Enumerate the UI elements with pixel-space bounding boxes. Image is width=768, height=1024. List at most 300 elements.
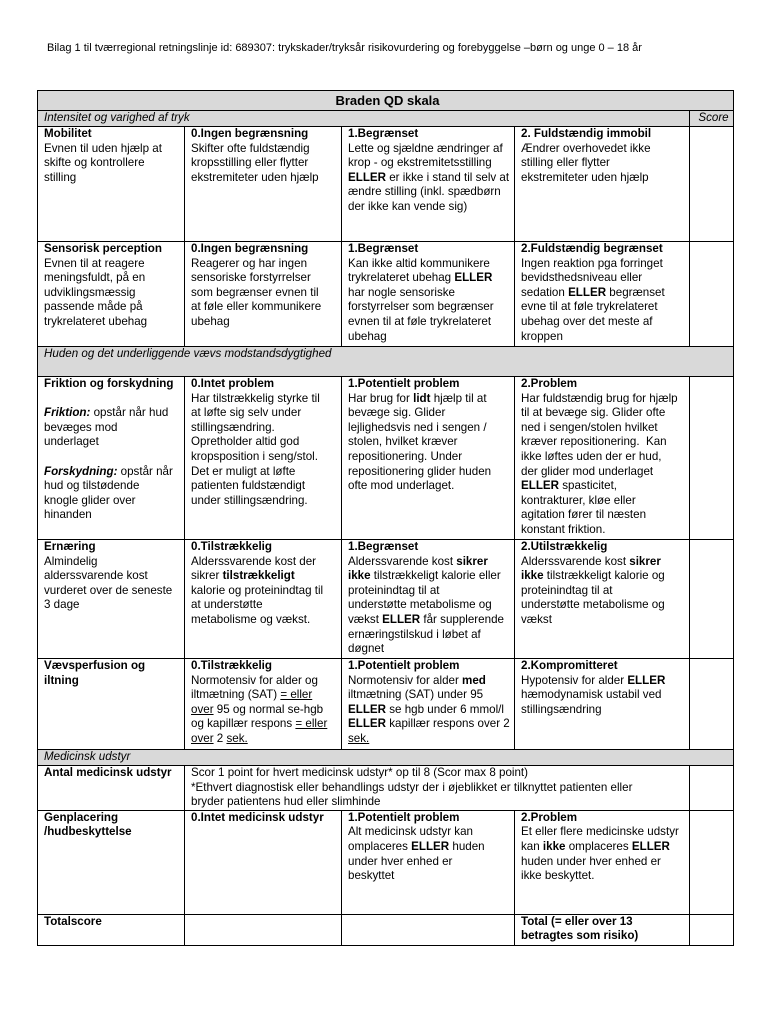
cell-text-line xyxy=(191,392,339,407)
cell-text-line xyxy=(348,717,512,732)
text-segment: kræver repositionering. Kan xyxy=(521,435,667,449)
text-segment: hæmodynamisk ustabil ved xyxy=(521,688,662,702)
score-entry-cell xyxy=(690,766,734,811)
cell-text-line xyxy=(44,674,182,689)
cell-text-line xyxy=(44,142,182,157)
text-segment: Evnen til uden hjælp at xyxy=(44,141,162,155)
description-cell xyxy=(185,766,690,811)
text-segment: evnen til at føle trykrelateret xyxy=(348,314,492,328)
level-0-cell xyxy=(185,127,342,242)
section-row xyxy=(38,347,734,377)
level-2-cell xyxy=(515,242,690,347)
cell-paragraph xyxy=(521,811,687,884)
criterion-row xyxy=(38,377,734,540)
emphasized-text: ELLER xyxy=(411,839,450,853)
text-segment: ikke løftes uden der er hud, xyxy=(521,449,662,463)
score-entry-cell xyxy=(690,659,734,750)
cell-paragraph xyxy=(191,540,339,628)
emphasized-text: iltning xyxy=(44,673,79,687)
cell-text-line xyxy=(348,330,512,345)
text-segment: lejlighedsvis ned i sengen / xyxy=(348,420,487,434)
emphasized-text: ELLER xyxy=(454,271,493,285)
text-segment: Hypotensiv for alder xyxy=(521,673,628,687)
emphasized-text: ikke xyxy=(521,569,544,583)
cell-text-line xyxy=(191,811,339,826)
cell-text-line xyxy=(348,688,512,703)
cell-text-line xyxy=(191,494,339,509)
cell-text-line xyxy=(44,127,182,142)
cell-text-line xyxy=(44,435,182,450)
text-segment: Normotensiv for alder xyxy=(348,673,463,687)
cell-text-line xyxy=(348,703,512,718)
text-segment: som begrænser evnen til xyxy=(191,285,319,299)
emphasized-text: Sensorisk perception xyxy=(44,242,162,255)
cell-text-line xyxy=(348,185,512,200)
text-segment: ubehag xyxy=(191,314,230,328)
score-entry-cell xyxy=(690,127,734,242)
text-segment: ændre stilling (inkl. spædbørn xyxy=(348,185,501,199)
text-segment: vækst xyxy=(348,612,383,626)
text-segment: trykrelateret ubehag xyxy=(348,271,455,285)
level-2-cell xyxy=(515,540,690,659)
emphasized-text: Vævsperfusion og xyxy=(44,659,146,672)
cell-paragraph xyxy=(44,811,182,840)
emphasized-text: /hudbeskyttelse xyxy=(44,825,132,839)
section-row xyxy=(38,750,734,766)
criterion-label-cell xyxy=(38,766,185,811)
cell-text-line xyxy=(521,406,687,421)
emphasized-text: Friktion og forskydning xyxy=(44,377,174,390)
score-header-cell xyxy=(690,111,734,127)
text-segment: huden xyxy=(449,839,485,853)
emphasized-text: over xyxy=(191,731,214,745)
cell-text-line xyxy=(521,257,687,272)
emphasized-text: 2. Fuldstændig immobil xyxy=(521,127,652,140)
cell-text-line xyxy=(521,825,687,840)
cell-text-line xyxy=(44,406,182,421)
cell-text-line xyxy=(521,242,687,257)
emphasized-text: 1.Begrænset xyxy=(348,127,419,140)
emphasized-text: sek. xyxy=(226,731,248,745)
text-segment: kan xyxy=(521,839,543,853)
cell-text-line xyxy=(191,598,339,613)
text-segment: tilstrækkeligt kalorie eller xyxy=(370,569,501,583)
cell-text-line xyxy=(191,450,339,465)
cell-text-line xyxy=(521,330,687,345)
cell-text-line xyxy=(521,127,687,142)
criterion-label-cell xyxy=(38,659,185,750)
text-segment: Scor 1 point for hvert medicinsk udstyr* op til 8 (Scor max 8 point) xyxy=(191,766,528,779)
emphasized-text: 0.Ingen begrænsning xyxy=(191,127,309,140)
cell-text-line xyxy=(44,286,182,301)
emphasized-text: ELLER xyxy=(627,673,666,687)
cell-paragraph xyxy=(44,465,182,523)
cell-text-line xyxy=(521,377,687,392)
text-segment: Lette og sjældne ændringer af xyxy=(348,141,503,155)
cell-text-line xyxy=(191,300,339,315)
text-segment: bevæges mod xyxy=(44,420,118,434)
criterion-label-cell xyxy=(38,377,185,540)
level-2-cell xyxy=(515,914,690,945)
text-segment: patienten fuldstændigt xyxy=(191,479,306,493)
cell-text-line xyxy=(191,271,339,286)
cell-paragraph xyxy=(348,659,512,747)
cell-paragraph xyxy=(44,406,182,450)
emphasized-text: 0.Intet medicinsk udstyr xyxy=(191,810,324,824)
emphasized-text: 1.Potentielt problem xyxy=(348,810,460,824)
cell-paragraph xyxy=(521,377,687,538)
cell-paragraph xyxy=(521,242,687,344)
braden-table-body xyxy=(38,111,734,946)
cell-text-line xyxy=(521,855,687,870)
cell-text-line xyxy=(348,300,512,315)
text-segment: ubehag over det meste af xyxy=(521,314,653,328)
criterion-row xyxy=(38,810,734,914)
cell-text-line xyxy=(521,142,687,157)
cell-text-line xyxy=(348,156,512,171)
level-1-cell xyxy=(342,659,515,750)
text-segment: bryder patientens hud eller slimhinde xyxy=(191,795,381,809)
cell-text-line xyxy=(191,479,339,494)
cell-text-line xyxy=(191,569,339,584)
text-segment: ernæringstilskud i løbet af xyxy=(348,627,481,641)
emphasized-text: 2.Problem xyxy=(521,810,578,824)
text-segment: døgnet xyxy=(348,642,385,656)
text-segment: iltmætning (SAT) under 95 xyxy=(348,688,484,702)
criterion-label-cell xyxy=(38,242,185,347)
cell-paragraph xyxy=(44,915,182,930)
cell-text-line xyxy=(44,584,182,599)
text-segment: Har fuldstændig brug for hjælp xyxy=(521,391,678,405)
text-segment: Alderssvarende kost der xyxy=(191,554,317,568)
document-header-note: Bilag 1 til tværregional retningslinje id: 689307: trykskader/tryksår risikovurdering og forebyggelse –børn og unge 0 – 18 år xyxy=(47,42,642,54)
text-segment: Reagerer og har ingen xyxy=(191,256,308,270)
cell-text-line xyxy=(44,569,182,584)
text-segment: der glider mod underlaget xyxy=(521,464,654,478)
section-label: Huden og det underliggende vævs modstandsdygtighed xyxy=(44,347,332,360)
text-segment: iltmætning (SAT) xyxy=(191,688,281,702)
cell-text-line xyxy=(44,377,182,392)
text-segment: forstyrrelser som begrænser xyxy=(348,300,494,314)
cell-text-line xyxy=(521,613,687,628)
cell-text-line xyxy=(44,766,182,781)
cell-text-line xyxy=(521,392,687,407)
cell-text-line xyxy=(348,377,512,392)
cell-text-line xyxy=(191,688,339,703)
text-segment: Det er muligt at løfte xyxy=(191,464,296,478)
cell-text-line xyxy=(348,200,512,215)
cell-text-line xyxy=(44,257,182,272)
text-segment: se hgb under 6 mmol/l xyxy=(386,702,504,716)
cell-text-line xyxy=(348,613,512,628)
cell-text-line xyxy=(521,435,687,450)
text-segment: ubehag xyxy=(348,329,387,343)
cell-text-line xyxy=(348,732,512,747)
cell-text-line xyxy=(44,171,182,186)
emphasized-text: Forskydning: xyxy=(44,464,118,478)
cell-text-line xyxy=(44,540,182,555)
cell-text-line xyxy=(521,171,687,186)
score-header-label: Score xyxy=(698,111,729,124)
emphasized-text: ELLER xyxy=(348,170,387,184)
emphasized-text: tilstrækkeligt xyxy=(222,569,295,583)
text-segment: vurderet over de seneste xyxy=(44,583,173,597)
cell-text-line xyxy=(521,479,687,494)
text-segment: sedation xyxy=(521,285,569,299)
cell-paragraph xyxy=(44,242,182,330)
cell-text-line xyxy=(348,450,512,465)
section-label-cell xyxy=(38,347,734,377)
cell-text-line xyxy=(521,688,687,703)
cell-text-line xyxy=(348,659,512,674)
level-0-cell xyxy=(185,914,342,945)
criterion-row xyxy=(38,242,734,347)
cell-paragraph xyxy=(521,659,687,717)
cell-text-line xyxy=(348,825,512,840)
text-segment: knogle glider over xyxy=(44,493,136,507)
cell-text-line xyxy=(348,598,512,613)
text-segment: huden under hver enhed er xyxy=(521,854,661,868)
cell-text-line xyxy=(44,156,182,171)
cell-text-line xyxy=(521,598,687,613)
cell-paragraph xyxy=(521,915,687,944)
cell-text-line xyxy=(191,257,339,272)
cell-text-line xyxy=(348,642,512,657)
cell-text-line xyxy=(521,523,687,538)
cell-text-line xyxy=(521,811,687,826)
cell-paragraph xyxy=(44,659,182,688)
cell-text-line xyxy=(191,242,339,257)
text-segment: hinanden xyxy=(44,508,92,522)
cell-text-line xyxy=(191,584,339,599)
cell-text-line xyxy=(191,717,339,732)
text-segment: 2 xyxy=(213,731,227,745)
cell-text-line xyxy=(521,300,687,315)
text-segment: repositionering glider huden xyxy=(348,464,492,478)
emphasized-text: Totalscore xyxy=(44,914,102,928)
text-segment: til at bevæge sig. Glider ofte xyxy=(521,406,666,420)
cell-text-line xyxy=(348,569,512,584)
cell-text-line xyxy=(348,406,512,421)
cell-text-line xyxy=(521,271,687,286)
emphasized-text: 1.Begrænset xyxy=(348,540,419,553)
text-segment: kropsstilling eller flytter xyxy=(191,156,309,170)
cell-text-line xyxy=(348,257,512,272)
cell-text-line xyxy=(521,674,687,689)
cell-text-line xyxy=(521,929,687,944)
text-segment: trykrelateret ubehag xyxy=(44,314,148,328)
section-label-cell xyxy=(38,111,690,127)
emphasized-text: Genplacering xyxy=(44,810,119,824)
cell-text-line xyxy=(521,315,687,330)
cell-text-line xyxy=(521,494,687,509)
cell-text-line xyxy=(521,584,687,599)
emphasized-text: sikrer xyxy=(456,554,488,568)
emphasized-text: over xyxy=(191,702,214,716)
level-0-cell xyxy=(185,659,342,750)
cell-paragraph xyxy=(191,766,687,810)
cell-text-line xyxy=(521,555,687,570)
cell-paragraph xyxy=(44,766,182,781)
emphasized-text: lidt xyxy=(413,391,431,405)
cell-text-line xyxy=(191,703,339,718)
cell-text-line xyxy=(348,242,512,257)
cell-text-line xyxy=(521,840,687,855)
cell-paragraph xyxy=(191,377,339,508)
cell-text-line xyxy=(44,479,182,494)
cell-text-line xyxy=(348,584,512,599)
text-segment: agitation fører til næsten xyxy=(521,508,647,522)
score-entry-cell xyxy=(690,540,734,659)
cell-text-line xyxy=(348,811,512,826)
text-segment: under hver enhed er xyxy=(348,854,453,868)
cell-paragraph xyxy=(348,242,512,344)
cell-paragraph xyxy=(348,811,512,884)
cell-text-line xyxy=(348,855,512,870)
cell-text-line xyxy=(348,840,512,855)
criterion-label-cell xyxy=(38,914,185,945)
cell-text-line xyxy=(348,271,512,286)
cell-paragraph xyxy=(348,127,512,215)
cell-paragraph xyxy=(521,127,687,185)
score-entry-cell xyxy=(690,242,734,347)
criterion-label-cell xyxy=(38,127,185,242)
cell-text-line xyxy=(44,555,182,570)
cell-paragraph xyxy=(44,127,182,185)
emphasized-text: sek. xyxy=(348,731,370,745)
text-segment: kropsposition i seng/stol. xyxy=(191,449,318,463)
text-segment: opstår når hud xyxy=(90,406,169,420)
cell-text-line xyxy=(348,674,512,689)
cell-text-line xyxy=(191,156,339,171)
text-segment: stilling xyxy=(44,170,77,184)
text-segment: alderssvarende kost xyxy=(44,569,148,583)
emphasized-text: Mobilitet xyxy=(44,127,92,140)
score-entry-cell xyxy=(690,914,734,945)
cell-text-line xyxy=(521,659,687,674)
text-segment: Alt medicinsk udstyr kan xyxy=(348,825,474,839)
emphasized-text: 0.Tilstrækkelig xyxy=(191,659,272,672)
text-segment: begrænset xyxy=(606,285,665,299)
emphasized-text: Ernæring xyxy=(44,540,96,553)
text-segment: ned i sengen/stolen hvilket xyxy=(521,420,658,434)
text-segment: at understøtte xyxy=(191,598,263,612)
emphasized-text: ELLER xyxy=(631,839,670,853)
text-segment: 3 dage xyxy=(44,598,80,612)
level-2-cell xyxy=(515,127,690,242)
text-segment: bevidsthedsniveau eller xyxy=(521,271,643,285)
text-segment: kontrakturer, kløe eller xyxy=(521,493,636,507)
text-segment: repositionering. Under xyxy=(348,449,463,463)
emphasized-text: sikrer xyxy=(629,554,661,568)
text-segment: proteinindtag til at xyxy=(348,583,440,597)
text-segment: Alderssvarende kost xyxy=(521,554,630,568)
level-2-cell xyxy=(515,810,690,914)
text-segment: Ingen reaktion pga forringet xyxy=(521,256,663,270)
table-head xyxy=(38,91,734,111)
criterion-label-cell xyxy=(38,810,185,914)
text-segment: proteinindtag til at xyxy=(521,583,613,597)
text-segment: understøtte metabolisme og xyxy=(348,598,492,612)
text-segment: skifte og kontrollere xyxy=(44,156,145,170)
cell-text-line xyxy=(521,569,687,584)
cell-text-line xyxy=(191,732,339,747)
cell-text-line xyxy=(348,315,512,330)
section-label: Medicinsk udstyr xyxy=(44,750,131,763)
emphasized-text: 2.Problem xyxy=(521,377,578,390)
text-segment: der ikke kan vende sig) xyxy=(348,199,468,213)
emphasized-text: 2.Utilstrækkelig xyxy=(521,540,608,553)
text-segment: omplaceres xyxy=(565,839,632,853)
criterion-row xyxy=(38,540,734,659)
emphasized-text: 0.Tilstrækkelig xyxy=(191,540,272,553)
cell-text-line xyxy=(521,465,687,480)
cell-text-line xyxy=(191,171,339,186)
text-segment: kroppen xyxy=(521,329,563,343)
text-segment: at løfte sig selv under xyxy=(191,406,302,420)
cell-text-line xyxy=(521,703,687,718)
cell-text-line xyxy=(191,795,687,810)
text-segment: konstant friktion. xyxy=(521,522,606,536)
cell-paragraph xyxy=(348,377,512,494)
criterion-row xyxy=(38,127,734,242)
level-1-cell xyxy=(342,377,515,540)
text-segment: Et eller flere medicinske udstyr xyxy=(521,825,679,839)
text-segment: tilstrækkeligt kalorie og xyxy=(543,569,665,583)
cell-text-line xyxy=(521,156,687,171)
level-0-cell xyxy=(185,242,342,347)
cell-text-line xyxy=(348,435,512,450)
text-segment: stillingsændring. xyxy=(191,420,275,434)
emphasized-text: ELLER xyxy=(568,285,607,299)
cell-text-line xyxy=(44,915,182,930)
emphasized-text: ikke xyxy=(348,569,371,583)
cell-text-line xyxy=(44,300,182,315)
cell-text-line xyxy=(348,555,512,570)
text-segment: har nogle sensoriske xyxy=(348,285,455,299)
text-segment: hjælp til at xyxy=(430,391,487,405)
text-segment: ekstremiteter uden hjælp xyxy=(521,170,649,184)
emphasized-text: ELLER xyxy=(382,612,421,626)
text-segment: stilling eller flytter xyxy=(521,156,610,170)
cell-text-line xyxy=(191,142,339,157)
text-segment: bevæge sig. Glider xyxy=(348,406,446,420)
text-segment: Skifter ofte fuldstændig xyxy=(191,141,310,155)
cell-paragraph xyxy=(191,242,339,330)
text-segment: understøtte metabolisme og xyxy=(521,598,665,612)
cell-text-line xyxy=(348,465,512,480)
emphasized-text: med xyxy=(462,673,486,687)
cell-text-line xyxy=(521,915,687,930)
cell-paragraph xyxy=(191,127,339,185)
cell-paragraph xyxy=(348,540,512,657)
emphasized-text: Friktion: xyxy=(44,406,91,420)
cell-paragraph xyxy=(44,377,182,392)
cell-text-line xyxy=(191,421,339,436)
text-segment: underlaget xyxy=(44,435,99,449)
level-0-cell xyxy=(185,540,342,659)
cell-text-line xyxy=(521,869,687,884)
text-segment: Normotensiv for alder og xyxy=(191,673,318,687)
emphasized-text: Total (= eller over 13 xyxy=(521,914,633,928)
cell-text-line xyxy=(521,508,687,523)
text-segment: udviklingsmæssig xyxy=(44,285,136,299)
title-row xyxy=(38,91,734,111)
cell-text-line xyxy=(44,315,182,330)
level-0-cell xyxy=(185,377,342,540)
text-segment: ofte mod underlaget. xyxy=(348,479,455,493)
cell-text-line xyxy=(44,242,182,257)
